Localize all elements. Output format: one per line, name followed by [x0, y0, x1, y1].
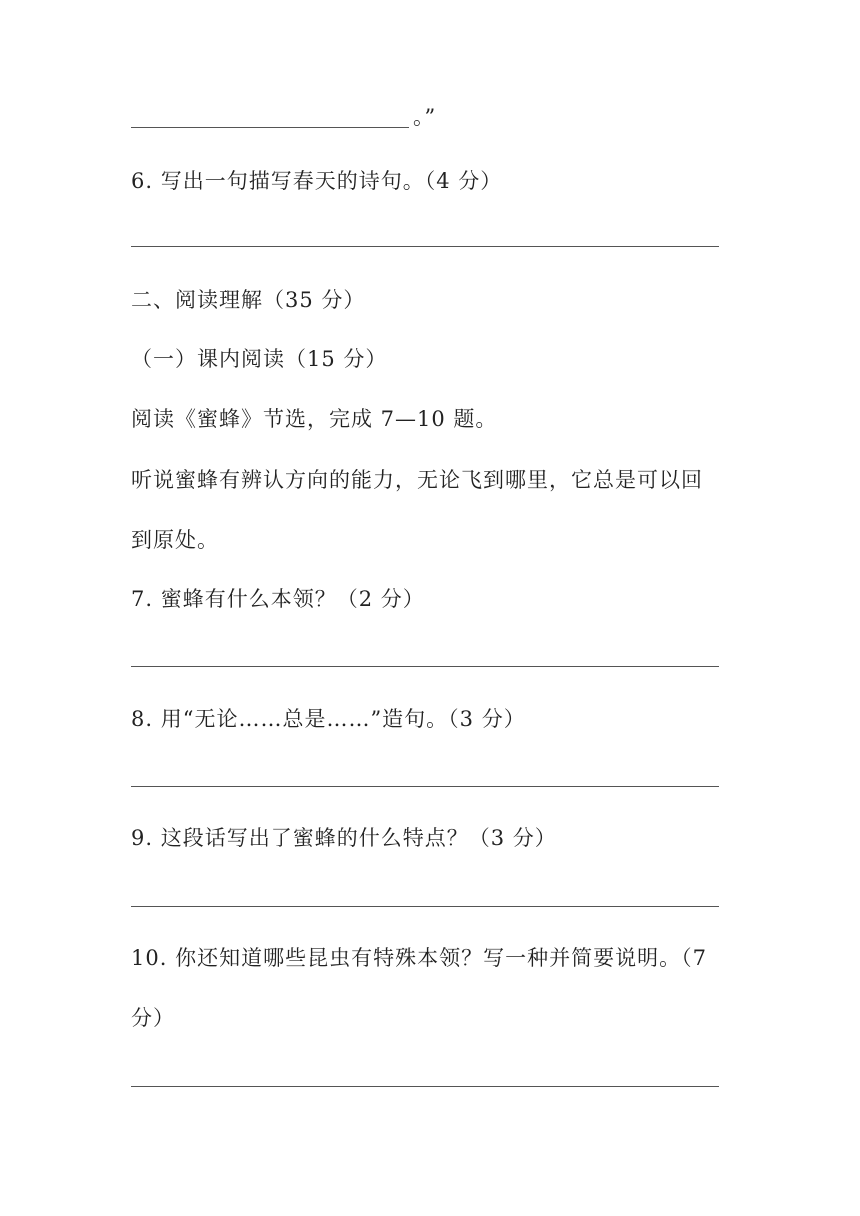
answer-line-q7[interactable] — [131, 666, 719, 667]
answer-line-q9[interactable] — [131, 906, 719, 907]
closing-punctuation: 。” — [413, 105, 437, 129]
question-8: 8. 用“无论……总是……”造句。（3 分） — [131, 707, 526, 731]
answer-line-q6[interactable] — [131, 246, 719, 247]
answer-line-q10[interactable] — [131, 1086, 719, 1087]
question-10-line-2: 分） — [131, 1006, 175, 1030]
section-heading-reading: 二、阅读理解（35 分） — [131, 288, 366, 312]
answer-line-fragment — [131, 102, 436, 132]
question-9: 9. 这段话写出了蜜蜂的什么特点？（3 分） — [131, 826, 557, 850]
question-7: 7. 蜜蜂有什么本领？（2 分） — [131, 587, 425, 611]
question-10-line-1: 10. 你还知道哪些昆虫有特殊本领？写一种并简要说明。（7 — [131, 946, 707, 970]
answer-line-q8[interactable] — [131, 786, 719, 787]
passage-line-2: 到原处。 — [131, 528, 219, 552]
question-6: 6. 写出一句描写春天的诗句。（4 分） — [131, 169, 503, 193]
subsection-heading-in-class-reading: （一）课内阅读（15 分） — [131, 347, 388, 371]
blank-line-short[interactable] — [131, 127, 409, 128]
reading-instruction: 阅读《蜜蜂》节选，完成 7—10 题。 — [131, 407, 498, 431]
passage-line-1: 听说蜜蜂有辨认方向的能力，无论飞到哪里，它总是可以回 — [131, 468, 703, 492]
